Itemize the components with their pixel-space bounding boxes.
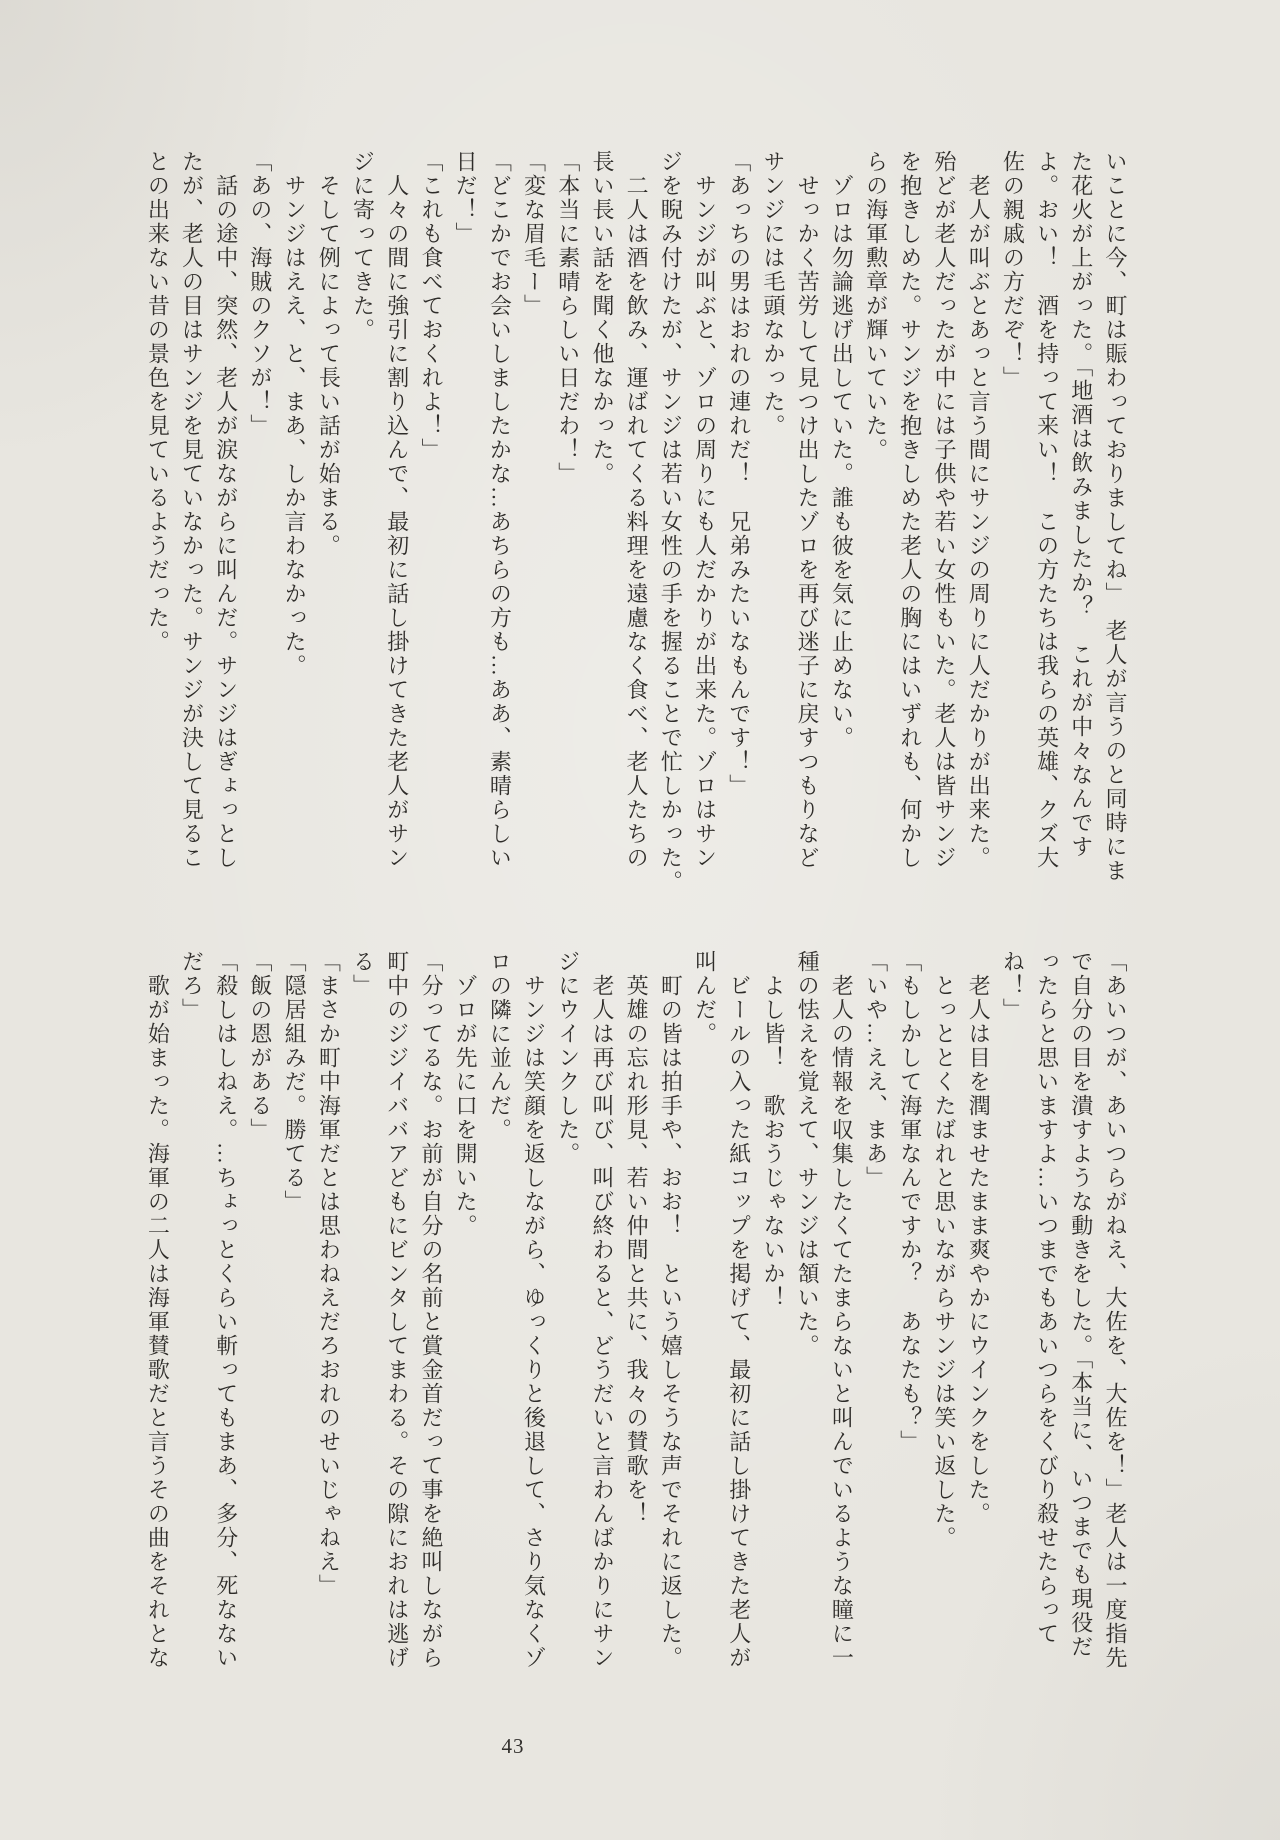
text-column: 日だ！」 xyxy=(453,150,479,246)
text-column: ゾロは勿論逃げ出していた。誰も彼を気に止めない。 xyxy=(829,150,855,750)
text-column: ジに寄ってきた。 xyxy=(350,150,376,342)
text-column: 「これも食べておくれよ！」 xyxy=(418,150,444,462)
text-column: 歌が始まった。海軍の二人は海軍賛歌だと言うその曲をそれとな xyxy=(145,950,171,1670)
text-column: ゾロが先に口を開いた。 xyxy=(453,950,479,1238)
text-column: ね！」 xyxy=(1000,950,1026,1022)
page-number: 43 xyxy=(501,1734,525,1758)
text-column: 老人は目を潤ませたまま爽やかにウインクをした。 xyxy=(966,950,992,1526)
text-column: た花火が上がった。「地酒は飲みましたか？ これが中々なんです xyxy=(1068,150,1094,859)
text-column: せっかく苦労して見つけ出したゾロを再び迷子に戻すつもりなど xyxy=(795,150,821,870)
text-column: 叫んだ。 xyxy=(692,950,718,1046)
text-column: ったらと思いますよ…いつまでもあいつらをくびり殺せたらって xyxy=(1034,950,1060,1646)
text-block-bottom xyxy=(140,950,1132,1692)
text-column: 「隠居組みだ。勝てる」 xyxy=(282,950,308,1214)
text-column: を抱きしめた。サンジを抱きしめた老人の胸にはいずれも、何かし xyxy=(897,150,923,870)
text-column: 「どこかでお会いしましたかな…あちらの方も…ああ、素晴らしい xyxy=(487,150,513,870)
text-column: らの海軍勲章が輝いていた。 xyxy=(863,150,889,462)
text-column: 「変な眉毛ー」 xyxy=(521,150,547,318)
text-column: 長い長い話を聞く他なかった。 xyxy=(589,150,615,486)
text-column: 「いや…ええ、まあ」 xyxy=(863,950,889,1190)
text-column: 町中のジジイババアどもにビンタしてまわる。その隙におれは逃げ xyxy=(384,950,410,1670)
text-column: サンジは笑顔を返しながら、ゆっくりと後退して、さり気なくゾ xyxy=(521,950,547,1670)
text-column: そして例によって長い話が始まる。 xyxy=(316,150,342,558)
text-column: サンジはええ、と、まあ、しか言わなかった。 xyxy=(282,150,308,678)
text-column: たが、老人の目はサンジを見ていなかった。サンジが決して見るこ xyxy=(179,150,205,870)
text-column: 老人が叫ぶとあっと言う間にサンジの周りに人だかりが出来た。 xyxy=(966,150,992,870)
text-column: サンジが叫ぶと、ゾロの周りにも人だかりが出来た。ゾロはサン xyxy=(692,150,718,870)
text-column: 英雄の忘れ形見、若い仲間と共に、我々の賛歌を！ xyxy=(624,950,650,1526)
text-column: とっととくたばれと思いながらサンジは笑い返した。 xyxy=(931,950,957,1550)
text-block-top xyxy=(140,150,1132,894)
text-column: ジにウインクした。 xyxy=(555,950,581,1166)
text-column: 「もしかして海軍なんですか？ あなたも？」 xyxy=(897,950,923,1454)
text-column: 種の怯えを覚えて、サンジは頷いた。 xyxy=(795,950,821,1358)
text-column: 佐の親戚の方だぞ！」 xyxy=(1000,150,1026,390)
text-column: との出来ない昔の景色を見ているようだった。 xyxy=(145,150,171,654)
text-column: よ。おい！ 酒を持って来い！ この方たちは我らの英雄、クズ大 xyxy=(1034,150,1060,870)
text-column: 人々の間に強引に割り込んで、最初に話し掛けてきた老人がサン xyxy=(384,150,410,870)
text-column: ロの隣に並んだ。 xyxy=(487,950,513,1142)
text-column: 「あいつが、あいつらがねえ、大佐を、大佐を！」老人は一度指先 xyxy=(1103,950,1128,1670)
text-column: 「本当に素晴らしい日だわ！」 xyxy=(555,150,581,486)
text-column: 「あの、海賊のクソが！」 xyxy=(247,150,273,438)
text-column: 「まさか町中海軍だとは思わねえだろおれのせいじゃねえ」 xyxy=(316,950,342,1598)
text-column: 殆どが老人だったが中には子供や若い女性もいた。老人は皆サンジ xyxy=(931,150,957,870)
text-column: 二人は酒を飲み、運ばれてくる料理を遠慮なく食べ、老人たちの xyxy=(624,150,650,870)
text-column: ビールの入った紙コップを掲げて、最初に話し掛けてきた老人が xyxy=(726,950,752,1670)
text-column: だろ」 xyxy=(179,950,205,1022)
text-column: 老人は再び叫び、叫び終わると、どうだいと言わんばかりにサン xyxy=(589,950,615,1670)
text-column: 「分ってるな。お前が自分の名前と賞金首だって事を絶叫しながら xyxy=(418,950,444,1670)
text-column: いことに今、町は賑わっておりましてね」 老人が言うのと同時にま xyxy=(1103,150,1128,883)
text-column: 町の皆は拍手や、おお！ という嬉しそうな声でそれに返した。 xyxy=(658,950,684,1670)
text-column: で自分の目を潰すような動きをした。「本当に、いつまでも現役だ xyxy=(1068,950,1094,1659)
text-column: 老人の情報を収集したくてたまらないと叫んでいるような瞳に一 xyxy=(829,950,855,1670)
text-column: 「あっちの男はおれの連れだ！ 兄弟みたいなもんです！」 xyxy=(726,150,752,798)
text-column: サンジには毛頭なかった。 xyxy=(760,150,786,438)
text-column: 話の途中、突然、老人が涙ながらに叫んだ。サンジはぎょっとし xyxy=(213,150,239,870)
text-column: よし皆！ 歌おうじゃないか！ xyxy=(760,950,786,1310)
text-column: 「殺しはしねえ。…ちょっとくらい斬ってもまあ、多分、死なない xyxy=(213,950,239,1670)
text-column: 「飯の恩がある」 xyxy=(247,950,273,1142)
text-column: ジを睨み付けたが、サンジは若い女性の手を握ることで忙しかった。 xyxy=(658,150,684,894)
text-column: る」 xyxy=(350,950,376,998)
